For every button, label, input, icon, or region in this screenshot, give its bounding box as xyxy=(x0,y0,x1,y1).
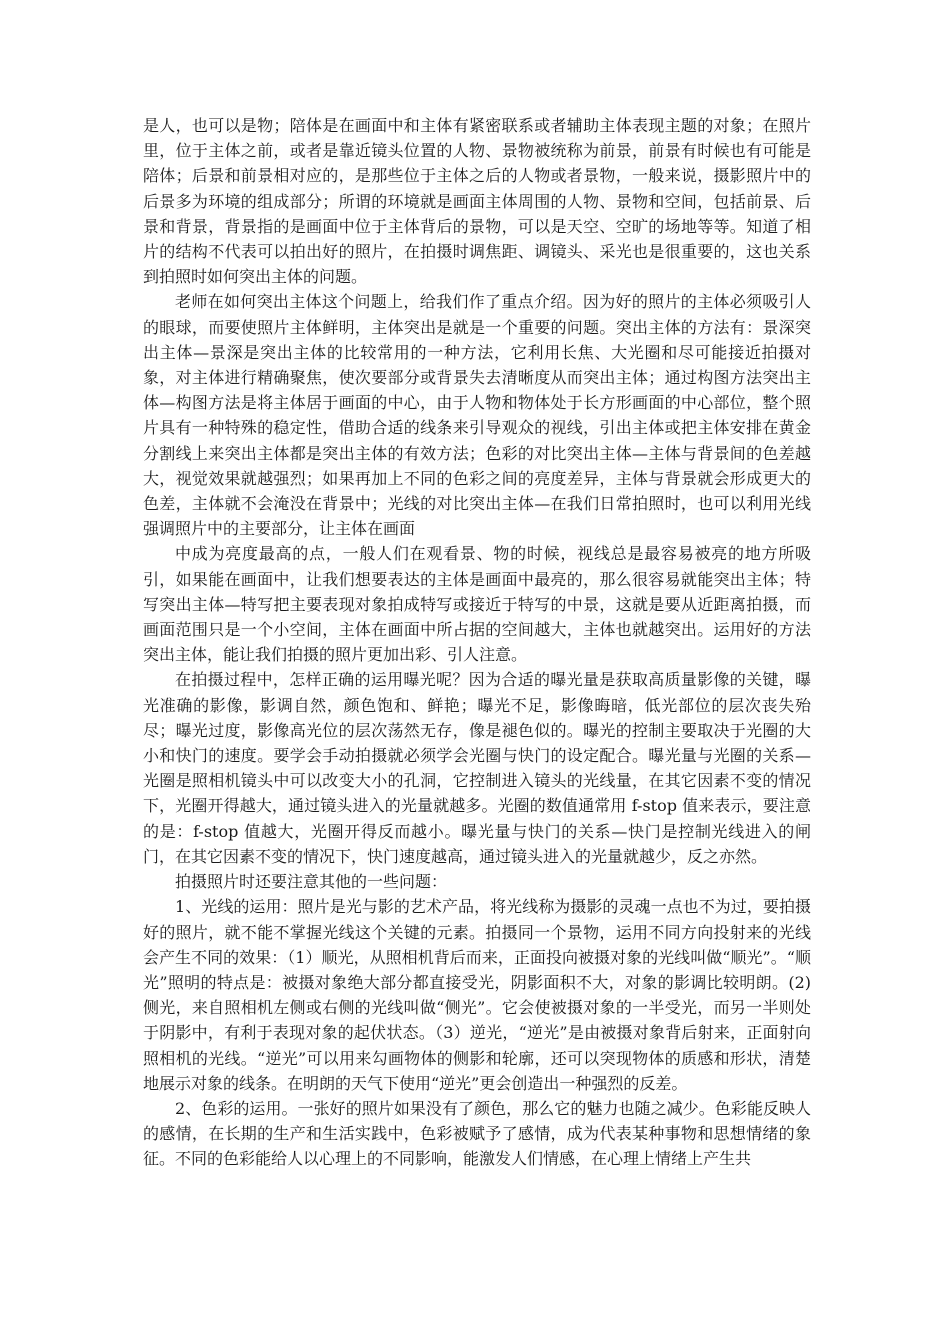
paragraph: 2、色彩的运用。一张好的照片如果没有了颜色，那么它的魅力也随之减少。色彩能反映人的感情，在长期的生产和生活实践中，色彩被赋予了感情，成为代表某种事物和思想情绪的象征。不同的色彩能给人以心理上的不同影响，能激发人们情感，在心理上情绪上产生共 xyxy=(143,1098,811,1169)
paragraph: 1、光线的运用：照片是光与影的艺术产品，将光线称为摄影的灵魂一点也不为过，要拍摄好的照片，就不能不掌握光线这个关键的元素。拍摄同一个景物，运用不同方向投射来的光线会产生不同的效果：（1）顺光，从照相机背后而来，正面投向被摄对象的光线叫做“顺光”。“顺光”照明的特点是：被摄对象绝大部分都直接受光，阴影面积不大，对象的影调比较明朗。(2)侧光，来自照相机左侧或右侧的光线叫做“侧光”。它会使被摄对象的一半受光，而另一半则处于阴影中，有利于表现对象的起伏状态。（3）逆光，“逆光”是由被摄对象背后射来，正面射向照相机的光线。“逆光”可以用来勾画物体的侧影和轮廓，还可以突现物体的质感和形状，清楚地展示对象的线条。在明朗的天气下使用“逆光”更会创造出一种强烈的反差。 xyxy=(143,897,811,1093)
document-page xyxy=(143,113,811,1172)
paragraph: 中成为亮度最高的点，一般人们在观看景、物的时候，视线总是最容易被亮的地方所吸引，如果能在画面中，让我们想要表达的主体是画面中最亮的，那么很容易就能突出主体；特写突出主体—特写把主要表现对象拍成特写或接近于特写的中景，这就是要从近距离拍摄，而画面范围只是一个小空间，主体在画面中所占据的空间越大，主体也就越突出。运用好的方法突出主体，能让我们拍摄的照片更加出彩、引人注意。 xyxy=(143,544,811,665)
paragraph: 拍摄照片时还要注意其他的一些问题： xyxy=(175,872,448,892)
paragraph: 老师在如何突出主体这个问题上，给我们作了重点介绍。因为好的照片的主体必须吸引人的眼球，而要使照片主体鲜明，主体突出是就是一个重要的问题。突出主体的方法有：景深突出主体—景深是突出主体的比较常用的一种方法，它利用长焦、大光圈和尽可能接近拍摄对象，对主体进行精确聚焦，使次要部分或背景失去清晰度从而突出主体；通过构图方法突出主体—构图方法是将主体居于画面的中心，由于人物和物体处于长方形画面的中心部位，整个照片具有一种特殊的稳定性，借助合适的线条来引导观众的视线，引出主体或把主体安排在黄金分割线上来突出主体都是突出主体的有效方法；色彩的对比突出主体—主体与背景间的色差越大，视觉效果就越强烈；如果再加上不同的色彩之间的亮度差异，主体与背景就会形成更大的色差，主体就不会淹没在背景中；光线的对比突出主体—在我们日常拍照时，也可以利用光线强调照片中的主要部分，让主体在画面 xyxy=(143,292,811,539)
paragraph: 是人，也可以是物；陪体是在画面中和主体有紧密联系或者辅助主体表现主题的对象；在照片里，位于主体之前，或者是靠近镜头位置的人物、景物被统称为前景，前景有时候也有可能是陪体；后景和前景相对应的，是那些位于主体之后的人物或者景物，一般来说，摄影照片中的后景多为环境的组成部分；所谓的环境就是画面主体周围的人物、景物和空间，包括前景、后景和背景，背景指的是画面中位于主体背后的景物，可以是天空、空旷的场地等等。知道了相片的结构不代表可以拍出好的照片，在拍摄时调焦距、调镜头、采光也是很重要的，这也关系到拍照时如何突出主体的问题。 xyxy=(143,116,811,287)
paragraph: 在拍摄过程中，怎样正确的运用曝光呢？因为合适的曝光量是获取高质量影像的关键，曝光准确的影像，影调自然，颜色饱和、鲜艳；曝光不足，影像晦暗，低光部位的层次丧失殆尽；曝光过度，影像高光位的层次荡然无存，像是褪色似的。曝光的控制主要取决于光圈的大小和快门的速度。要学会手动拍摄就必须学会光圈与快门的设定配合。曝光量与光圈的关系—光圈是照相机镜头中可以改变大小的孔洞，它控制进入镜头的光线量，在其它因素不变的情况下，光圈开得越大，通过镜头进入的光量就越多。光圈的数值通常用 f-stop 值来表示，要注意的是：f-stop 值越大，光圈开得反而越小。曝光量与快门的关系—快门是控制光线进入的闸门，在其它因素不变的情况下，快门速度越高，通过镜头进入的光量就越少，反之亦然。 xyxy=(143,670,811,866)
